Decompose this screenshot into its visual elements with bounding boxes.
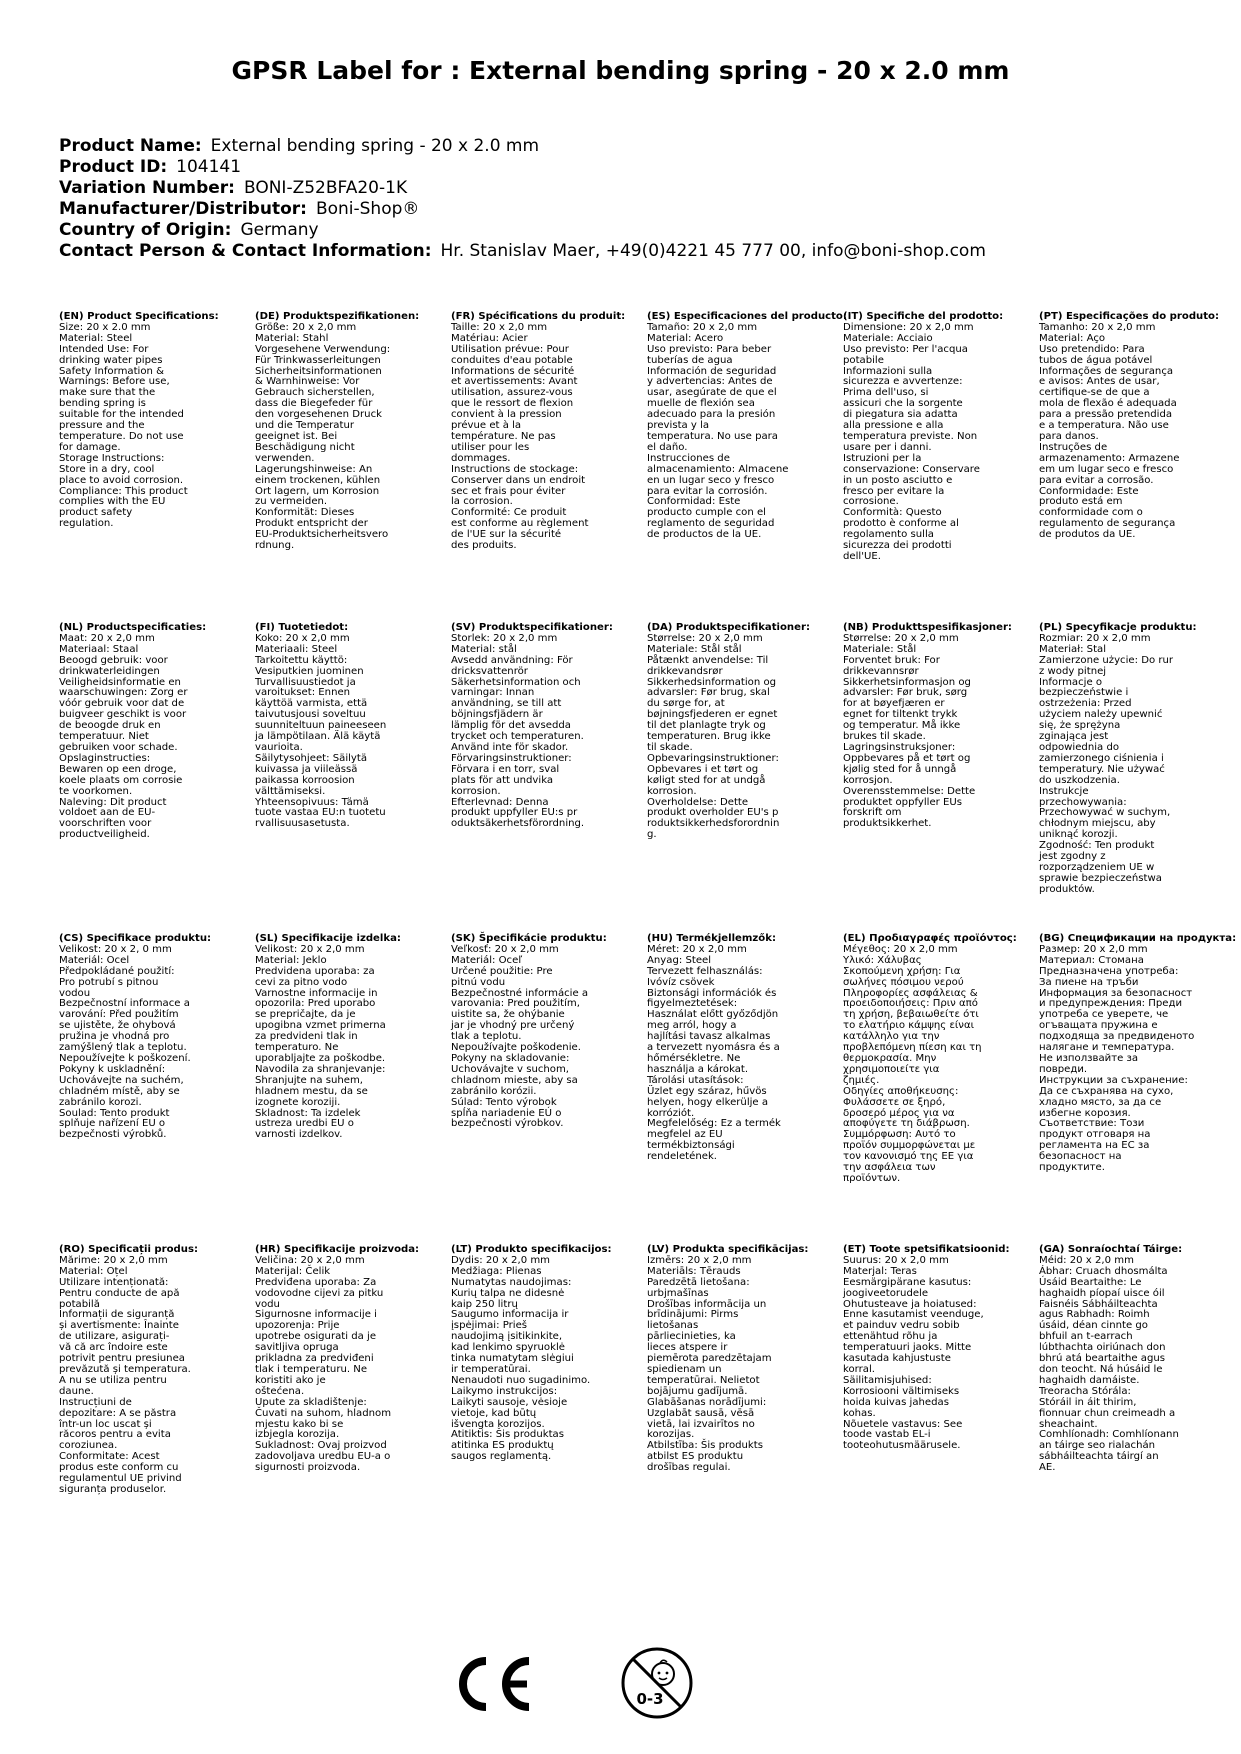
spec-block-en bbox=[59, 312, 249, 530]
spec-block-sv bbox=[451, 623, 641, 830]
country-of-origin-row bbox=[59, 220, 986, 241]
spec-block-da bbox=[647, 623, 837, 841]
spec-body: Maat: 20 x 2,0 mm Materiaal: Staal Beoogd gebruik: voor drinkwaterleidingen Veiligheidsinformatie en waarschuwingen: Zorg er vóór gebruik voor dat de buigveer geschikt is voor de beoogde druk en temperatuur. Niet gebruiken voor schade. Opslaginstructies: Bewaren op een droge, koele plaats om corrosie te voorkomen. Naleving: Dit product voldoet aan de EU- voorschriften voor productveiligheid. bbox=[59, 632, 188, 841]
info-value: External bending spring - 20 x 2.0 mm bbox=[210, 136, 540, 156]
info-value: Hr. Stanislav Maer, +49(0)4221 45 777 00, info@boni-shop.com bbox=[440, 241, 986, 261]
product-id-row bbox=[59, 157, 986, 178]
spec-body: Größe: 20 x 2,0 mm Material: Stahl Vorgesehene Verwendung: Für Trinkwasserleitungen Sicherheitsinformationen & Warnhinweise: Vor Gebrauch sicherstellen, dass die Biegefeder für den vorgesehenen Druck und die Temperatur geeignet ist. Bei Beschädigung nicht verwenden. Lagerungshinweise: An einem trockenen, kühlen Ort lagern, um Korrosion zu vermeiden. Konformität: Dieses Produkt entspricht der EU-Produktsicherheitsvero rdnung. bbox=[255, 321, 391, 552]
info-label: Variation Number: bbox=[59, 178, 235, 198]
conformity-marks bbox=[0, 1640, 1241, 1720]
spec-body: Méret: 20 x 2,0 mm Anyag: Steel Tervezett felhasználás: Ivóvíz csövek Biztonsági információk és figyelmeztetések: Használat előtt győződjön meg arról, hogy a hajlítási tavasz alkalmas a tervezett nyomásra és a hőmérsékletre. Ne használja a károkat. Tárolási utasítások: Üzlet egy száraz, hűvös helyen, hogy elkerülje a korróziót. Megfelelőség: Ez a termék megfelel az EU termékbiztonsági rendeletének. bbox=[647, 943, 781, 1163]
spec-heading: (NL) Productspecificaties: bbox=[59, 622, 207, 633]
product-name-row bbox=[59, 136, 986, 157]
spec-body: Storlek: 20 x 2,0 mm Material: stål Avsedd användning: För dricksvattenrör Säkerhetsinformation och varningar: Innan användning, se till att böjningsfjädern är lämplig för det avsedda trycket och temperaturen. Använd inte för skador. Förvaringsinstruktioner: Förvara i en torr, sval plats för att undvika korrosion. Efterlevnad: Denna produkt uppfyller EU:s pr oduktsäkerhetsförordning. bbox=[451, 632, 585, 830]
spec-block-sl bbox=[255, 934, 445, 1141]
spec-block-et bbox=[843, 1245, 1033, 1452]
info-value: 104141 bbox=[176, 157, 242, 177]
info-label: Contact Person & Contact Information: bbox=[59, 241, 432, 261]
age-range-label: 0-3 bbox=[636, 1690, 664, 1708]
spec-block-fr bbox=[451, 312, 641, 552]
spec-heading: (RO) Specificații produs: bbox=[59, 1244, 199, 1255]
spec-heading: (SL) Specifikacije izdelka: bbox=[255, 933, 401, 944]
spec-block-pt bbox=[1039, 312, 1229, 541]
spec-heading: (SV) Produktspecifikationer: bbox=[451, 622, 613, 633]
spec-heading: (NB) Produkttspesifikasjoner: bbox=[843, 622, 1012, 633]
spec-body: Tamanho: 20 x 2,0 mm Material: Aço Uso pretendido: Para tubos de água potável Informações de segurança e avisos: Antes de usar, certifique-se de que a mola de flexão é adequada para a pressão pretendida e a temperatura. Não use para danos. Instruções de armazenamento: Armazene em um lugar seco e fresco para evitar a corrosão. Conformidade: Este produto está em conformidade com o regulamento de segurança de produtos da UE. bbox=[1039, 321, 1180, 541]
ce-mark-icon bbox=[449, 1655, 534, 1713]
spec-block-el bbox=[843, 934, 1033, 1185]
spec-heading: (DA) Produktspecifikationer: bbox=[647, 622, 810, 633]
spec-heading: (CS) Specifikace produktu: bbox=[59, 933, 212, 944]
spec-heading: (ET) Toote spetsifikatsioonid: bbox=[843, 1244, 1010, 1255]
spec-block-es bbox=[647, 311, 847, 541]
spec-body: Dimensione: 20 x 2,0 mm Materiale: Acciaio Uso previsto: Per l'acqua potabile Informazioni sulla sicurezza e avvertenze: Prima dell'uso, si assicuri che la sorgente di piegatura sia adatta alla pressione e alla temperatura previste. Non usare per i danni. Istruzioni per la conservazione: Conservare in un posto asciutto e fresco per evitare la corrosione. Conformità: Questo prodotto è conforme al regolamento sulla sicurezza dei prodotti dell'UE. bbox=[843, 321, 980, 562]
spec-heading: (PL) Specyfikacje produktu: bbox=[1039, 622, 1197, 633]
spec-block-fi bbox=[255, 623, 445, 830]
spec-heading: (PT) Especificações do produto: bbox=[1039, 311, 1220, 322]
spec-body: Size: 20 x 2.0 mm Material: Steel Intended Use: For drinking water pipes Safety Information & Warnings: Before use, make sure that the bending spring is suitable for the intended pressure and the temperature. Do not use for damage. Storage Instructions: Store in a dry, cool place to avoid corrosion. Compliance: This product complies with the EU product safety regulation. bbox=[59, 321, 188, 530]
info-value: Germany bbox=[240, 220, 319, 240]
variation-number-row bbox=[59, 178, 986, 199]
spec-body: Taille: 20 x 2,0 mm Matériau: Acier Utilisation prévue: Pour conduites d'eau potable Informations de sécurité et avertissements: Avant utilisation, assurez-vous que le ressort de flexion convient à la pression prévue et à la température. Ne pas utiliser pour les dommages. Instructions de stockage: Conserver dans un endroit sec et frais pour éviter la corrosion. Conformité: Ce produit est conforme au règlement de l'UE sur la sécurité des produits. bbox=[451, 321, 589, 552]
spec-heading: (EL) Προδιαγραφές προϊόντος: bbox=[843, 933, 1017, 944]
spec-body: Størrelse: 20 x 2,0 mm Materiale: Stål stål Påtænkt anvendelse: Til drikkevandsrør Sikkerhedsinformation og advarsler: Før brug, skal du sørge for, at bøjningsfjederen er egnet til det planlagte tryk og temperaturen. Brug ikke til skade. Opbevaringsinstruktioner: Opbevares i et tørt og køligt sted for at undgå korrosion. Overholdelse: Dette produkt overholder EU's p roduktsikkerhedsforordnin g. bbox=[647, 632, 780, 841]
spec-heading: (HR) Specifikacije proizvoda: bbox=[255, 1244, 420, 1255]
spec-body: Μέγεθος: 20 x 2,0 mm Υλικό: Χάλυβας Σκοπούμενη χρήση: Για σωλήνες πόσιμου νερού Πληροφορίες ασφάλειας & προειδοποιήσεις: Πριν από τη χρήση, βεβαιωθείτε ότι το ελατήριο κάμψης είναι κατάλληλο για την προβλεπόμενη πίεση και τη θερμοκρασία. Μην χρησιμοποιείτε για ζημιές. Οδηγίες αποθήκευσης: Φυλάσσετε σε ξηρό, δροσερό μέρος για να αποφύγετε τη διάβρωση. Συμμόρφωση: Αυτό το προϊόν συμμορφώνεται με τον κανονισμό της ΕΕ για την ασφάλεια των προϊόντων. bbox=[843, 943, 982, 1184]
spec-heading: (DE) Produktspezifikationen: bbox=[255, 311, 420, 322]
spec-body: Veľkosť: 20 x 2,0 mm Materiál: Oceľ Určené použitie: Pre pitnú vodu Bezpečnostné informácie a varovania: Pred použitím, uistite sa, že ohýbanie jar je vhodný pre určený tlak a teplotu. Nepoužívajte poškodenie. Pokyny na skladovanie: Uchovávajte v suchom, chladnom mieste, aby sa zabránilo korózii. Súlad: Tento výrobok spĺňa nariadenie EÚ o bezpečnosti výrobkov. bbox=[451, 943, 589, 1130]
spec-heading: (FI) Tuotetiedot: bbox=[255, 622, 349, 633]
spec-block-sk bbox=[451, 934, 641, 1130]
spec-heading: (GA) Sonraíochtaí Táirge: bbox=[1039, 1244, 1183, 1255]
info-label: Manufacturer/Distributor: bbox=[59, 199, 307, 219]
info-label: Country of Origin: bbox=[59, 220, 232, 240]
spec-block-pl bbox=[1039, 623, 1229, 896]
spec-body: Izmērs: 20 x 2,0 mm Materiāls: Tērauds Paredzētā lietošana: urbjmašīnas Drošības informācija un brīdinājumi: Pirms lietošanas pārliecinieties, ka lieces atspere ir piemērota paredzētajam spiedienam un temperatūrai. Nelietot bojājumu gadījumā. Glabāšanas norādījumi: Uzglabāt sausā, vēsā vietā, lai izvairītos no korozijas. Atbilstība: Šis produkts atbilst ES produktu drošības regulai. bbox=[647, 1254, 772, 1474]
info-label: Product Name: bbox=[59, 136, 202, 156]
spec-block-de bbox=[255, 312, 445, 552]
manufacturer-row bbox=[59, 199, 986, 220]
not-for-children-0-3-icon bbox=[620, 1646, 694, 1720]
spec-body: Velikost: 20 x 2, 0 mm Materiál: Ocel Předpokládané použití: Pro potrubí s pitnou vodou Bezpečnostní informace a varování: Před použitím se ujistěte, že ohybová pružina je vhodná pro zamýšlený tlak a teplotu. Nepoužívejte k poškození. Pokyny k uskladnění: Uchovávejte na suchém, chladném místě, aby se zabránilo korozi. Soulad: Tento produkt splňuje nařízení EU o bezpečnosti výrobků. bbox=[59, 943, 191, 1141]
spec-body: Velikost: 20 x 2,0 mm Material: Jeklo Predvidena uporaba: za cevi za pitno vodo Varnostne informacije in opozorila: Pred uporabo se prepričajte, da je upogibna vzmet primerna za predvideni tlak in temperaturo. Ne uporabljajte za poškodbe. Navodila za shranjevanje: Shranjujte na suhem, hladnem mestu, da se izognete koroziji. Skladnost: Ta izdelek ustreza uredbi EU o varnosti izdelkov. bbox=[255, 943, 386, 1141]
spec-block-it bbox=[843, 312, 1033, 563]
spec-heading: (HU) Termékjellemzők: bbox=[647, 933, 776, 944]
spec-heading: (LV) Produkta specifikācijas: bbox=[647, 1244, 809, 1255]
contact-row bbox=[59, 241, 986, 262]
spec-body: Veličina: 20 x 2,0 mm Materijal: Čelik Predviđena uporaba: Za vodovodne cijevi za pitku vodu Sigurnosne informacije i upozorenja: Prije upotrebe osigurati da je savitljiva opruga prikladna za predviđeni tlak i temperaturu. Ne koristiti ako je oštećena. Upute za skladištenje: Čuvati na suhom, hladnom mjestu kako bi se izbjegla korozija. Sukladnost: Ovaj proizvod zadovoljava uredbu EU-a o sigurnosti proizvoda. bbox=[255, 1254, 392, 1474]
spec-body: Suurus: 20 x 2,0 mm Materjal: Teras Eesmärgipärane kasutus: joogiveetorudele Ohutusteave ja hoiatused: Enne kasutamist veenduge, et painduv vedru sobib ettenähtud rõhu ja temperatuuri jaoks. Mitte kasutada kahjustuste korral. Säilitamisjuhised: Korrosiooni vältimiseks hoida kuivas jahedas kohas. Nõuetele vastavus: See toode vastab EL-i tooteohutusmäärusele. bbox=[843, 1254, 984, 1452]
spec-heading: (BG) Спецификации на продукта: bbox=[1039, 933, 1237, 944]
spec-block-cs bbox=[59, 934, 249, 1141]
spec-body: Koko: 20 x 2,0 mm Materiaali: Steel Tarkoitettu käyttö: Vesiputkien juominen Turvallisuustiedot ja varoitukset: Ennen käyttöä varmista, että taivutusjousi soveltuu suunniteltuun paineeseen ja lämpötilaan. Älä käytä vaurioita. Säilytysohjeet: Säilytä kuivassa ja viileässä paikassa korroosion välttämiseksi. Yhteensopivuus: Tämä tuote vastaa EU:n tuotetu rvallisuusasetusta. bbox=[255, 632, 387, 830]
spec-block-lt bbox=[451, 1245, 641, 1463]
spec-heading: (LT) Produkto specifikacijos: bbox=[451, 1244, 612, 1255]
product-info bbox=[59, 136, 986, 262]
page-title: GPSR Label for : External bending spring - 20 x 2.0 mm bbox=[231, 56, 1010, 85]
spec-block-ro bbox=[59, 1245, 249, 1496]
spec-block-bg bbox=[1039, 933, 1237, 1174]
spec-heading: (FR) Spécifications du produit: bbox=[451, 311, 626, 322]
spec-heading: (EN) Product Specifications: bbox=[59, 311, 219, 322]
spec-body: Tamaño: 20 x 2,0 mm Material: Acero Uso previsto: Para beber tuberías de agua Información de seguridad y advertencias: Antes de usar, asegúrate de que el muelle de flexión sea adecuado para la presión prevista y la temperatura. No use para el daño. Instrucciones de almacenamiento: Almacene en un lugar seco y fresco para evitar la corrosión. Conformidad: Este producto cumple con el reglamento de seguridad de productos de la UE. bbox=[647, 321, 789, 541]
spec-heading: (IT) Specifiche del prodotto: bbox=[843, 311, 1004, 322]
spec-block-hr bbox=[255, 1245, 445, 1474]
spec-block-nl bbox=[59, 623, 249, 841]
spec-body: Rozmiar: 20 x 2,0 mm Materiał: Stal Zamierzone użycie: Do rur z wody pitnej Informacje o bezpieczeństwie i ostrzeżenia: Przed użyciem należy upewnić się, że sprężyna zginająca jest odpowiednia do zamierzonego ciśnienia i temperatury. Nie używać do uszkodzenia. Instrukcje przechowywania: Przechowywać w suchym, chłodnym miejscu, aby uniknąć korozji. Zgodność: Ten produkt jest zgodny z rozporządzeniem UE w sprawie bezpieczeństwa produktów. bbox=[1039, 632, 1174, 895]
spec-body: Dydis: 20 x 2,0 mm Medžiaga: Plienas Numatytas naudojimas: Kurių talpa ne didesnė kaip 250 litrų Saugumo informacija ir įspėjimai: Prieš naudojimą įsitikinkite, kad lenkimo spyruoklė tinka numatytam slėgiui ir temperatūrai. Nenaudoti nuo sugadinimo. Laikymo instrukcijos: Laikyti sausoje, vėsioje vietoje, kad būtų išvengta korozijos. Atitiktis: Šis produktas atitinka ES produktų saugos reglamentą. bbox=[451, 1254, 591, 1463]
spec-body: Méid: 20 x 2,0 mm Ábhar: Cruach dhosmálta Úsáid Beartaithe: Le haghaidh píopaí uisce óil Faisnéis Sábháilteachta agus Rabhadh: Roimh úsáid, déan cinnte go bhfuil an t-earrach lúbthachta oiriúnach don bhrú atá beartaithe agus don teocht. Ná húsáid le haghaidh damáiste. Treoracha Stórála: Stóráil in áit thirim, fionnuar chun creimeadh a sheachaint. Comhlíonadh: Comhlíonann an táirge seo rialachán sábháilteachta táirgí an AE. bbox=[1039, 1254, 1179, 1474]
spec-body: Størrelse: 20 x 2,0 mm Materiale: Stål Forventet bruk: For drikkevannsrør Sikkerhetsinformasjon og advarsler: Før bruk, sørg for at bøyefjæren er egnet for tiltenkt trykk og temperatur. Må ikke brukes til skade. Lagringsinstruksjoner: Oppbevares på et tørt og kjølig sted for å unngå korrosjon. Overensstemmelse: Dette produktet oppfyller EUs forskrift om produktsikkerhet. bbox=[843, 632, 976, 830]
info-label: Product ID: bbox=[59, 157, 168, 177]
spec-block-lv bbox=[647, 1245, 837, 1474]
spec-block-ga bbox=[1039, 1245, 1229, 1474]
spec-heading: (ES) Especificaciones del producto: bbox=[647, 311, 847, 322]
info-value: Boni-Shop® bbox=[315, 199, 420, 219]
spec-heading: (SK) Špecifikácie produktu: bbox=[451, 933, 607, 944]
info-value: BONI-Z52BFA20-1K bbox=[243, 178, 408, 198]
spec-block-hu bbox=[647, 934, 837, 1163]
spec-body: Mărime: 20 x 2,0 mm Material: Oțel Utilizare intenționată: Pentru conducte de apă potabilă Informații de siguranță și avertismente: Înainte de utilizare, asigurați- vă că arc îndoire este potrivit pentru presiunea prevăzută și temperatura. A nu se utiliza pentru daune. Instrucțiuni de depozitare: A se păstra într-un loc uscat și răcoros pentru a evita coroziunea. Conformitate: Acest produs este conform cu regulamentul UE privind siguranța produselor. bbox=[59, 1254, 191, 1495]
spec-block-nb bbox=[843, 623, 1033, 830]
spec-body: Размер: 20 x 2,0 mm Материал: Стомана Предназначена употреба: За пиене на тръби Информация за безопасност и предупреждения: Преди употреба се уверете, че огъващата пружина е подходяща за предвиденото налягане и температура. Не използвайте за повреди. Инструкции за съхранение: Да се съхранява на сухо, хладно място, за да се избегне корозия. Съответствие: Този продукт отговаря на регламента на ЕС за безопасност на продуктите. bbox=[1039, 943, 1195, 1174]
